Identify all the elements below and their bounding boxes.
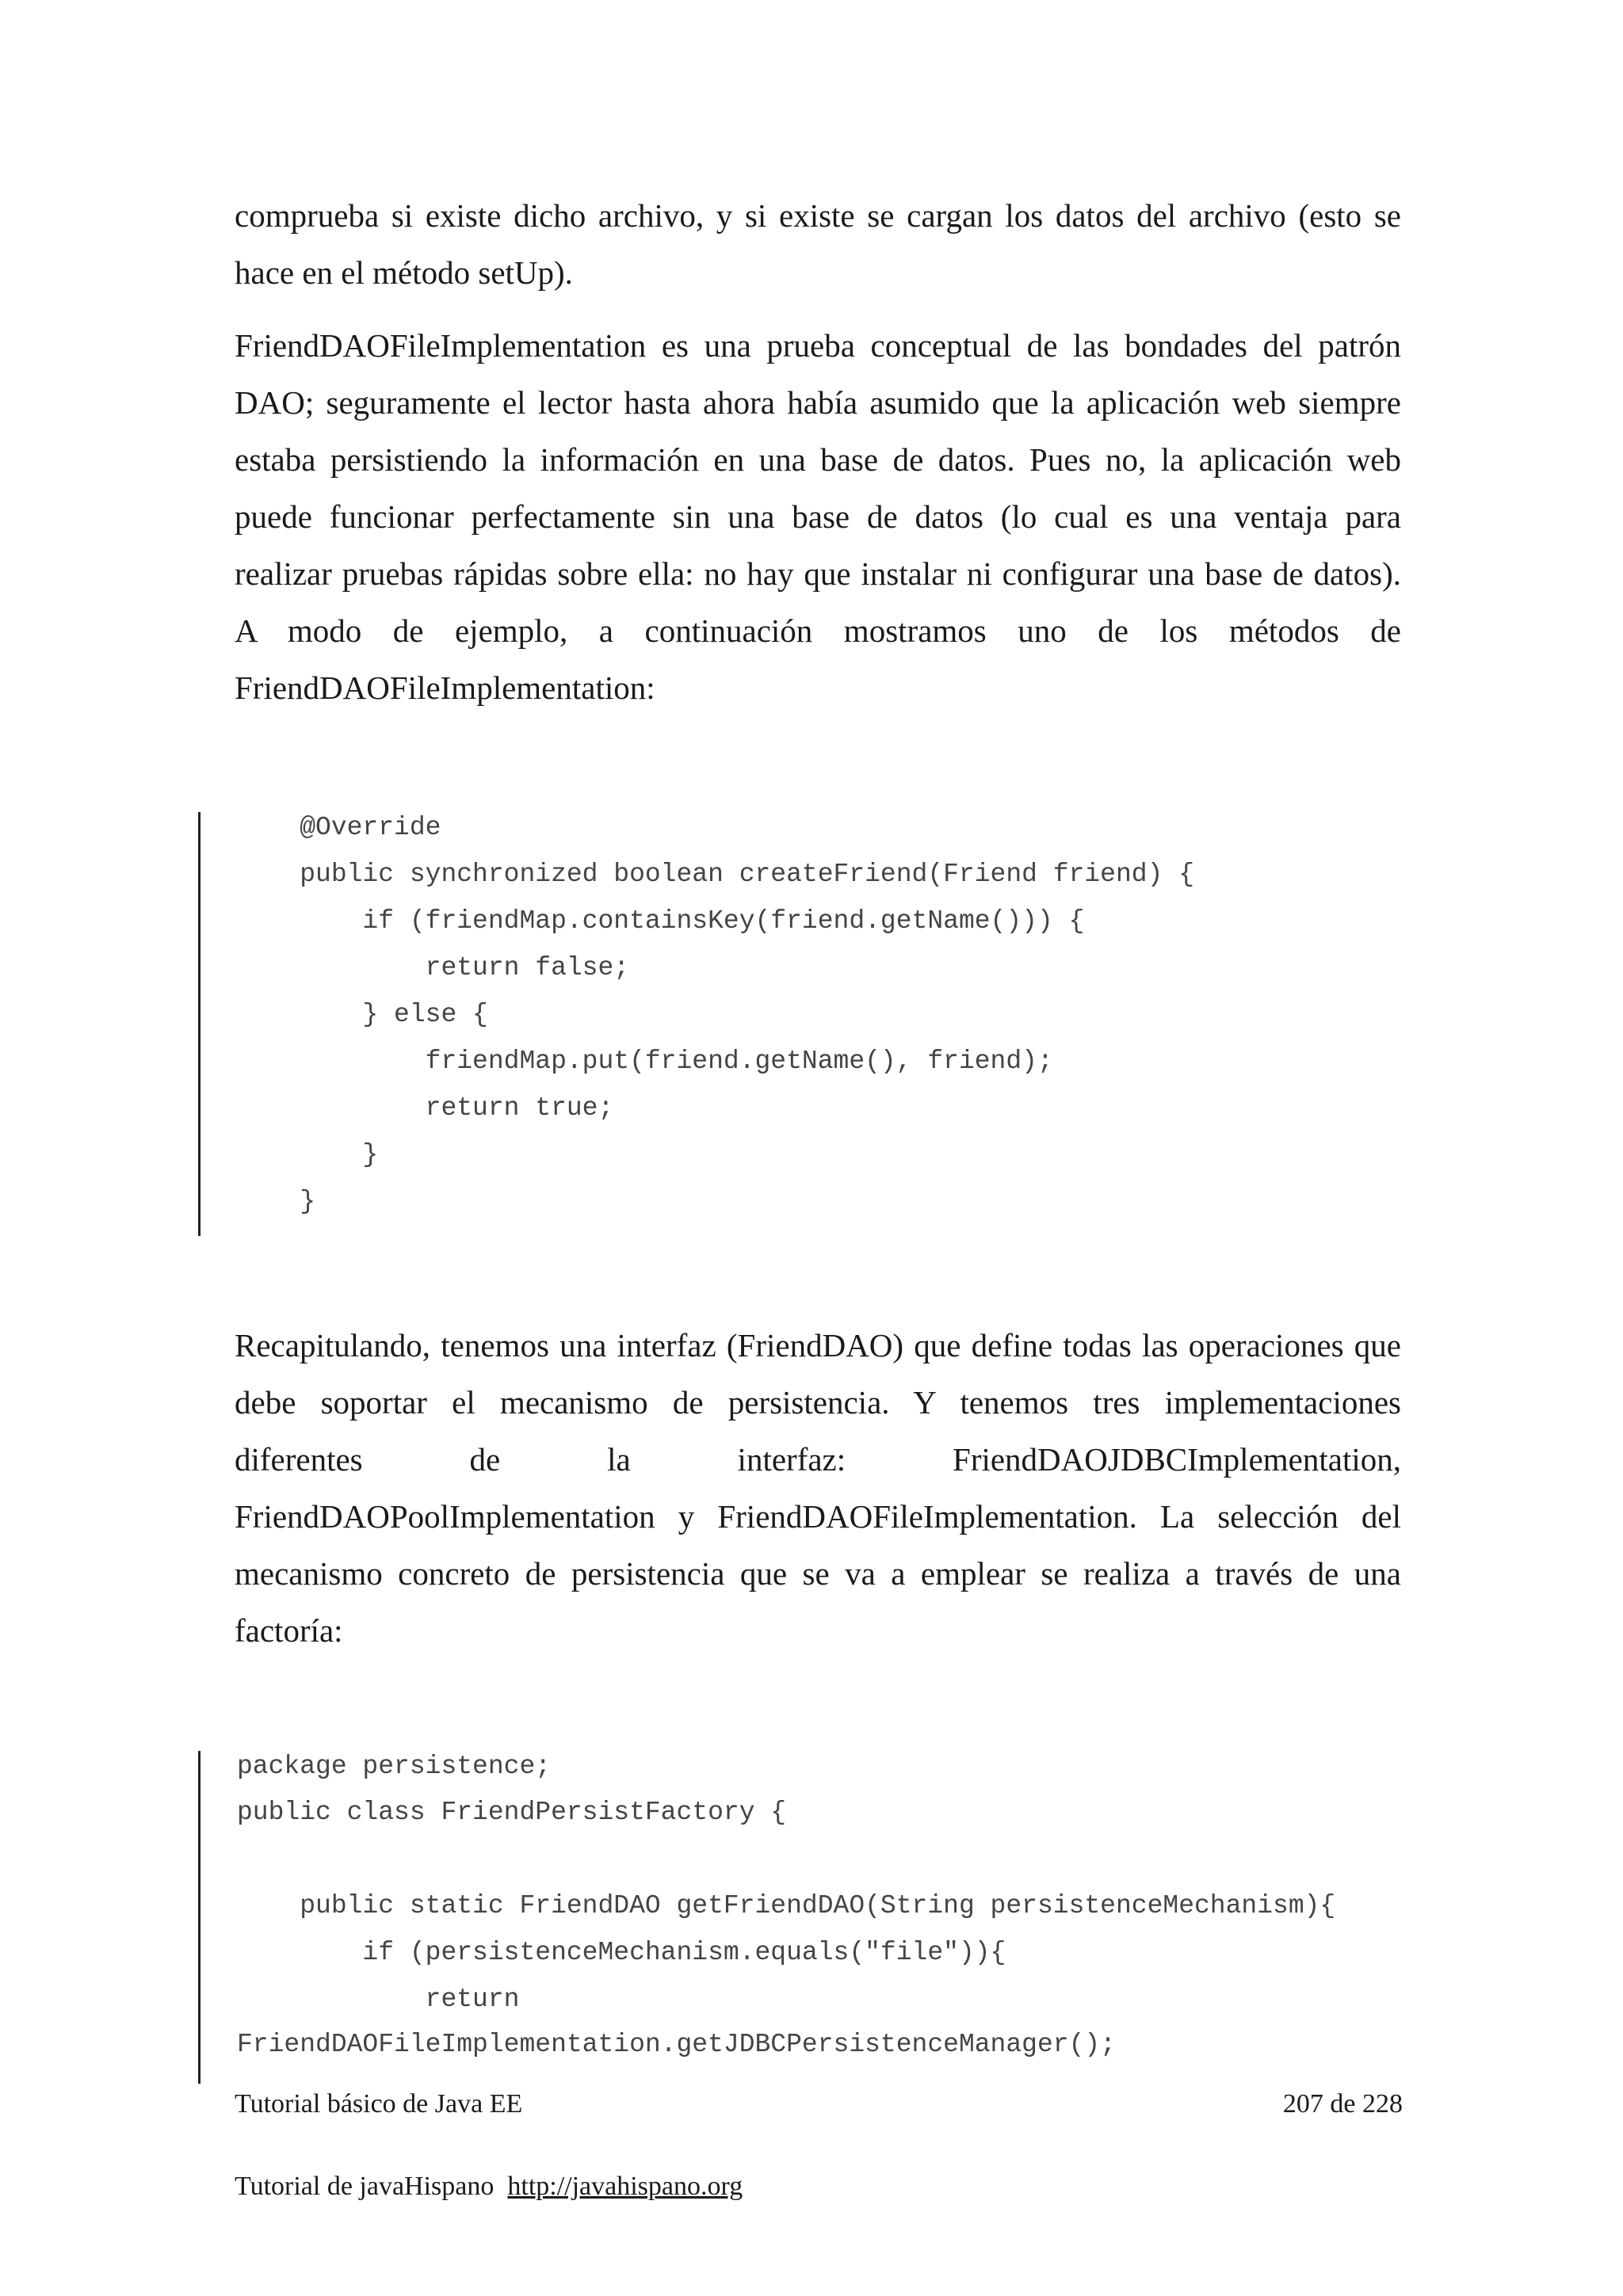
text-line: Recapitulando, tenemos una interfaz (FriendDAO) que define todas las operaciones que <box>235 1327 1401 1363</box>
text-line: comprueba si existe dicho archivo, y si existe se cargan los datos del archivo (esto se <box>235 197 1401 234</box>
code-line: if (friendMap.containsKey(friend.getName())) { <box>237 906 1085 936</box>
code-line: } else { <box>237 1000 488 1029</box>
page-number: 207 de 228 <box>1282 2089 1403 2119</box>
text-line: DAO; seguramente el lector hasta ahora había asumido que la aplicación web siempre <box>235 384 1401 421</box>
footer-title: Tutorial básico de Java EE <box>235 2089 523 2119</box>
paragraph-2 <box>235 317 1401 716</box>
text-line: estaba persistiendo la información en una base de datos. Pues no, la aplicación web <box>235 441 1401 478</box>
code-line: return true; <box>237 1093 614 1123</box>
code-line: } <box>237 1187 316 1216</box>
footer-link[interactable]: http://javahispano.org <box>507 2172 743 2201</box>
text-line: FriendDAOFileImplementation es una prueba conceptual de las bondades del patrón <box>235 327 1401 364</box>
code-block-1 <box>198 812 1405 1236</box>
code-line: if (persistenceMechanism.equals("file")){ <box>237 1938 1006 1967</box>
code-line: FriendDAOFileImplementation.getJDBCPersistenceManager(); <box>237 2030 1116 2059</box>
code-line: public static FriendDAO getFriendDAO(String persistenceMechanism){ <box>237 1891 1336 1920</box>
text-line: realizar pruebas rápidas sobre ella: no hay que instalar ni configurar una base de datos). <box>235 555 1401 592</box>
paragraph-3 <box>235 1317 1401 1659</box>
footer-credit <box>235 2171 743 2203</box>
footer-credit-label: Tutorial de javaHispano <box>235 2172 495 2201</box>
text-line: FriendDAOFileImplementation: <box>235 669 655 706</box>
text-line: puede funcionar perfectamente sin una base de datos (lo cual es una ventaja para <box>235 498 1401 535</box>
code-line: friendMap.put(friend.getName(), friend); <box>237 1047 1053 1076</box>
text-line: debe soportar el mecanismo de persistencia. Y tenemos tres implementaciones <box>235 1384 1401 1421</box>
text-line: A modo de ejemplo, a continuación mostramos uno de los métodos de <box>235 612 1401 649</box>
text-line: hace en el método setUp). <box>235 254 573 291</box>
paragraph-1 <box>235 187 1401 301</box>
code-line: @Override <box>237 813 441 842</box>
code-line: public class FriendPersistFactory { <box>237 1798 787 1827</box>
code-block-2 <box>198 1751 1405 2084</box>
code-line: } <box>237 1140 379 1169</box>
code-line: public synchronized boolean createFriend(Friend friend) { <box>237 860 1194 889</box>
code-line: return false; <box>237 953 630 982</box>
code-line: package persistence; <box>237 1752 552 1781</box>
text-line: diferentes de la interfaz: FriendDAOJDBCImplementation, <box>235 1441 1401 1478</box>
code-line: return <box>237 1985 520 2014</box>
text-line: mecanismo concreto de persistencia que se va a emplear se realiza a través de una <box>235 1555 1401 1592</box>
text-line: factoría: <box>235 1612 343 1649</box>
text-line: FriendDAOPoolImplementation y FriendDAOFileImplementation. La selección del <box>235 1498 1401 1535</box>
